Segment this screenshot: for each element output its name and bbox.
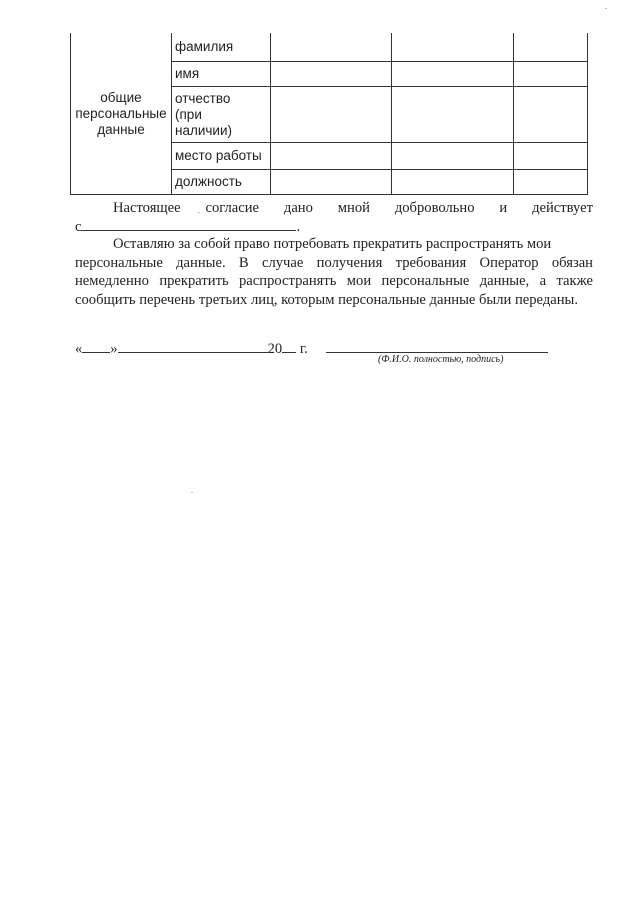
empty-cell [271, 143, 392, 170]
consent-suffix: . [296, 218, 301, 235]
close-quote: » [110, 341, 118, 357]
signature-caption: (Ф.И.О. полностью, подпись) [378, 354, 504, 365]
field-name: имя [172, 62, 271, 87]
empty-cell [514, 87, 588, 143]
empty-cell [514, 62, 588, 87]
consent-word: действует [532, 200, 593, 216]
empty-cell [271, 170, 392, 195]
empty-cell [392, 62, 514, 87]
consent-paragraph [75, 199, 593, 236]
consent-word: добровольно [394, 200, 475, 216]
field-position: должность [172, 170, 271, 195]
field-surname: фамилия [172, 33, 271, 62]
field-line: наличии) [175, 122, 232, 138]
field-patronymic [172, 87, 271, 143]
table-row [71, 33, 588, 62]
revocation-rest: персональные данные. В случае получения требования Оператор обязан немедленно прекратить распространять мои персональные данные, а также сообщить перечень третьих лиц, которым персональные данные были переданы. [75, 254, 593, 308]
open-quote: « [75, 341, 83, 357]
year-prefix: 20 [267, 341, 283, 357]
month-blank[interactable] [118, 340, 268, 353]
category-line: общие [100, 89, 142, 105]
day-blank[interactable] [82, 340, 110, 353]
consent-word: и [499, 200, 508, 216]
scan-speck [191, 492, 193, 493]
year-blank[interactable] [282, 340, 296, 353]
scan-speck [198, 212, 200, 213]
field-line: (при [175, 106, 202, 122]
empty-cell [392, 170, 514, 195]
consent-date-line [75, 218, 593, 237]
category-line: персональные [75, 105, 167, 121]
revocation-first-line: Оставляю за собой право потребовать прекратить распространять мои [113, 236, 552, 252]
empty-cell [392, 33, 514, 62]
consent-word: Настоящее [113, 200, 181, 216]
category-cell [71, 33, 172, 195]
consent-date-blank[interactable] [81, 218, 296, 231]
year-suffix: г. [296, 341, 308, 357]
consent-prefix: с [75, 218, 82, 235]
consent-word: мной [337, 200, 370, 216]
empty-cell [271, 62, 392, 87]
empty-cell [392, 143, 514, 170]
empty-cell [392, 87, 514, 143]
field-line: отчество [175, 90, 231, 106]
empty-cell [514, 143, 588, 170]
empty-cell [271, 87, 392, 143]
category-line: данные [97, 121, 145, 137]
consent-word: согласие [205, 200, 260, 216]
empty-cell [514, 170, 588, 195]
empty-cell [271, 33, 392, 62]
signature-blank[interactable] [326, 340, 548, 353]
field-workplace: место работы [172, 143, 271, 170]
consent-line [75, 199, 593, 218]
personal-data-table [70, 33, 588, 195]
empty-cell [514, 33, 588, 62]
consent-word: дано [283, 200, 313, 216]
scan-speck [605, 8, 607, 9]
revocation-paragraph [75, 235, 593, 309]
